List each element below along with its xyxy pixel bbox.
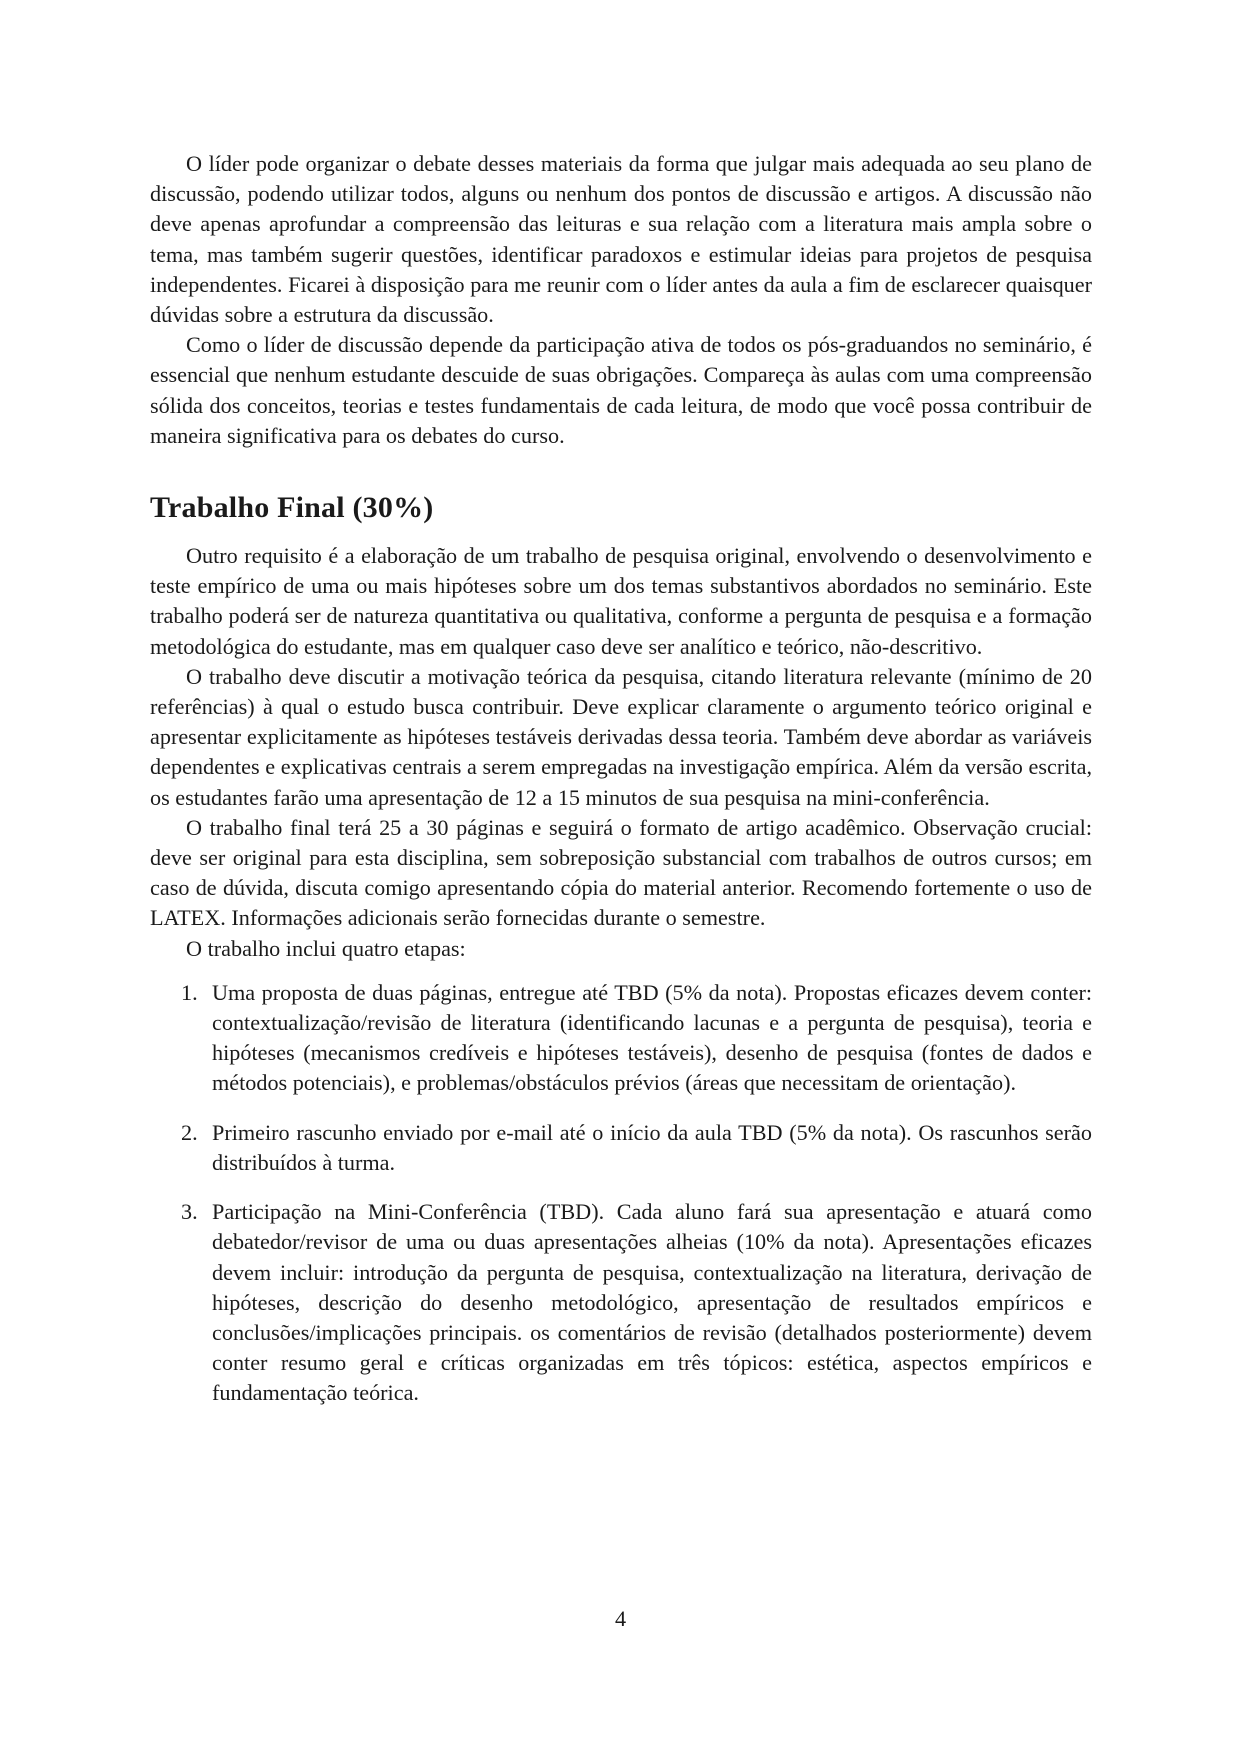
list-item-text: Primeiro rascunho enviado por e-mail até o início da aula TBD (5% da nota). Os rascunhos serão distribuídos à turma. [212, 1119, 1092, 1175]
final-paper-paragraph-3: O trabalho final terá 25 a 30 páginas e seguirá o formato de artigo acadêmico. Observação crucial: deve ser original para esta disciplina, sem sobreposição substancial com trabalhos de outros cursos; em caso de dúvida, discuta comigo apresentando cópia do material anterior. Recomendo fortemente o uso de LATEX. Informações adicionais serão fornecidas durante o semestre. [150, 814, 1092, 931]
list-item-number: 2. [181, 1119, 198, 1145]
stages-list [150, 978, 1092, 1409]
page-number: 4 [614, 1606, 627, 1631]
document-page [150, 149, 1092, 1428]
section-heading-final-paper: Trabalho Final (30%) [150, 491, 434, 525]
list-item-text: Uma proposta de duas páginas, entregue até TBD (5% da nota). Propostas eficazes devem conter: contextualização/revisão de literatura (identificando lacunas e a pergunta de pesquisa), teoria e hipóteses (mecanismos credíveis e hipóteses testáveis), desenho de pesquisa (fontes de dados e métodos potenciais), e problemas/obstáculos prévios (áreas que necessitam de orientação). [212, 979, 1092, 1096]
final-paper-paragraph-4: O trabalho inclui quatro etapas: [186, 935, 466, 961]
intro-paragraph-1: O líder pode organizar o debate desses materiais da forma que julgar mais adequada ao seu plano de discussão, podendo utilizar todos, alguns ou nenhum dos pontos de discussão e artigos. A discussão não deve apenas aprofundar a compreensão das leituras e sua relação com a literatura mais ampla sobre o tema, mas também sugerir questões, identificar paradoxos e estimular ideias para projetos de pesquisa independentes. Ficarei à disposição para me reunir com o líder antes da aula a fim de esclarecer quaisquer dúvidas sobre a estrutura da discussão. [150, 151, 1092, 328]
list-item [150, 1197, 1092, 1408]
list-item [150, 1118, 1092, 1178]
list-item [150, 978, 1092, 1099]
final-paper-paragraph-1: Outro requisito é a elaboração de um trabalho de pesquisa original, envolvendo o desenvolvimento e teste empírico de uma ou mais hipóteses sobre um dos temas substantivos abordados no seminário. Este trabalho poderá ser de natureza quantitativa ou qualitativa, conforme a pergunta de pesquisa e a formação metodológica do estudante, mas em qualquer caso deve ser analítico e teórico, não-descritivo. [150, 543, 1092, 659]
list-item-number: 3. [181, 1199, 198, 1225]
list-item-text: Participação na Mini-Conferência (TBD). Cada aluno fará sua apresentação e atuará como debatedor/revisor de uma ou duas apresentações alheias (10% da nota). Apresentações eficazes devem incluir: introdução da pergunta de pesquisa, contextualização na literatura, derivação de hipóteses, descrição do desenho metodológico, apresentação de resultados empíricos e conclusões/implicações principais. os comentários de revisão (detalhados posteriormente) devem conter resumo geral e críticas organizadas em três tópicos: estética, aspectos empíricos e fundamentação teórica. [212, 1199, 1092, 1406]
list-item-number: 1. [181, 979, 198, 1005]
final-paper-paragraph-2: O trabalho deve discutir a motivação teórica da pesquisa, citando literatura relevante (mínimo de 20 referências) à qual o estudo busca contribuir. Deve explicar claramente o argumento teórico original e apresentar explicitamente as hipóteses testáveis derivadas dessa teoria. Também deve abordar as variáveis dependentes e explicativas centrais a serem empregadas na investigação empírica. Além da versão escrita, os estudantes farão uma apresentação de 12 a 15 minutos de sua pesquisa na mini-conferência. [150, 663, 1092, 810]
intro-paragraph-2: Como o líder de discussão depende da participação ativa de todos os pós-graduandos no seminário, é essencial que nenhum estudante descuide de suas obrigações. Compareça às aulas com uma compreensão sólida dos conceitos, teorias e testes fundamentais de cada leitura, de modo que você possa contribuir de maneira significativa para os debates do curso. [150, 332, 1092, 448]
